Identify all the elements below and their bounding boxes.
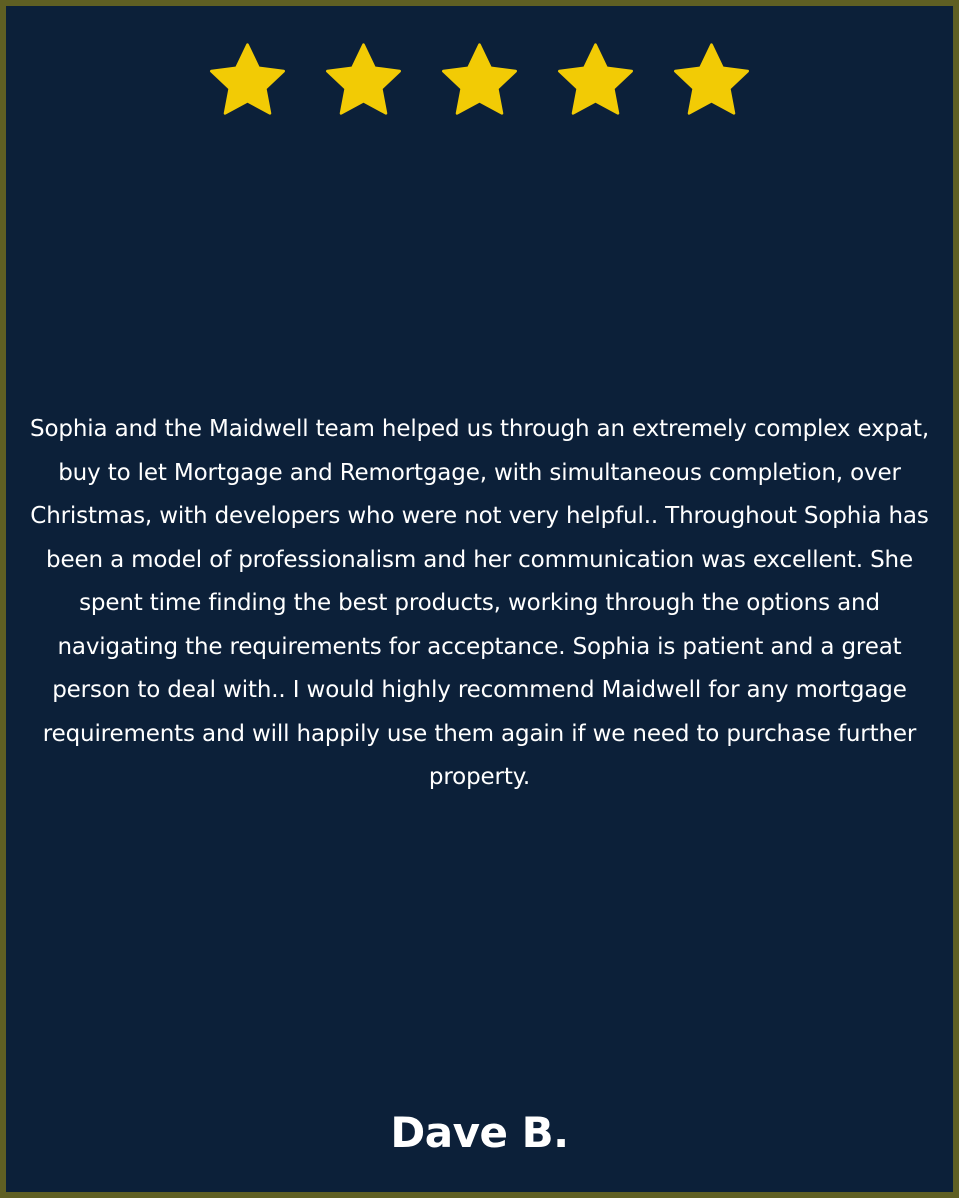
star-icon <box>671 42 752 119</box>
reviewer-name: Dave B. <box>390 1108 569 1157</box>
star-icon <box>555 42 636 119</box>
star-icon <box>323 42 404 119</box>
review-text: Sophia and the Maidwell team helped us through an extremely complex expat, buy to let Mortgage and Remortgage, with simultaneous completion, over Christmas, with developers who were not very helpful.. Throughout Sophia has been a model of professionalism and her communication was excellent. She spent time finding the best products, working through the options and navigating the requirements for acceptance. Sophia is patient and a great person to deal with.. I would highly recommend Maidwell for any mortgage requirements and will happily use them again if we need to purchase further property. <box>30 416 929 790</box>
star-icon <box>207 42 288 119</box>
star-rating <box>6 42 953 122</box>
star-icon <box>439 42 520 119</box>
